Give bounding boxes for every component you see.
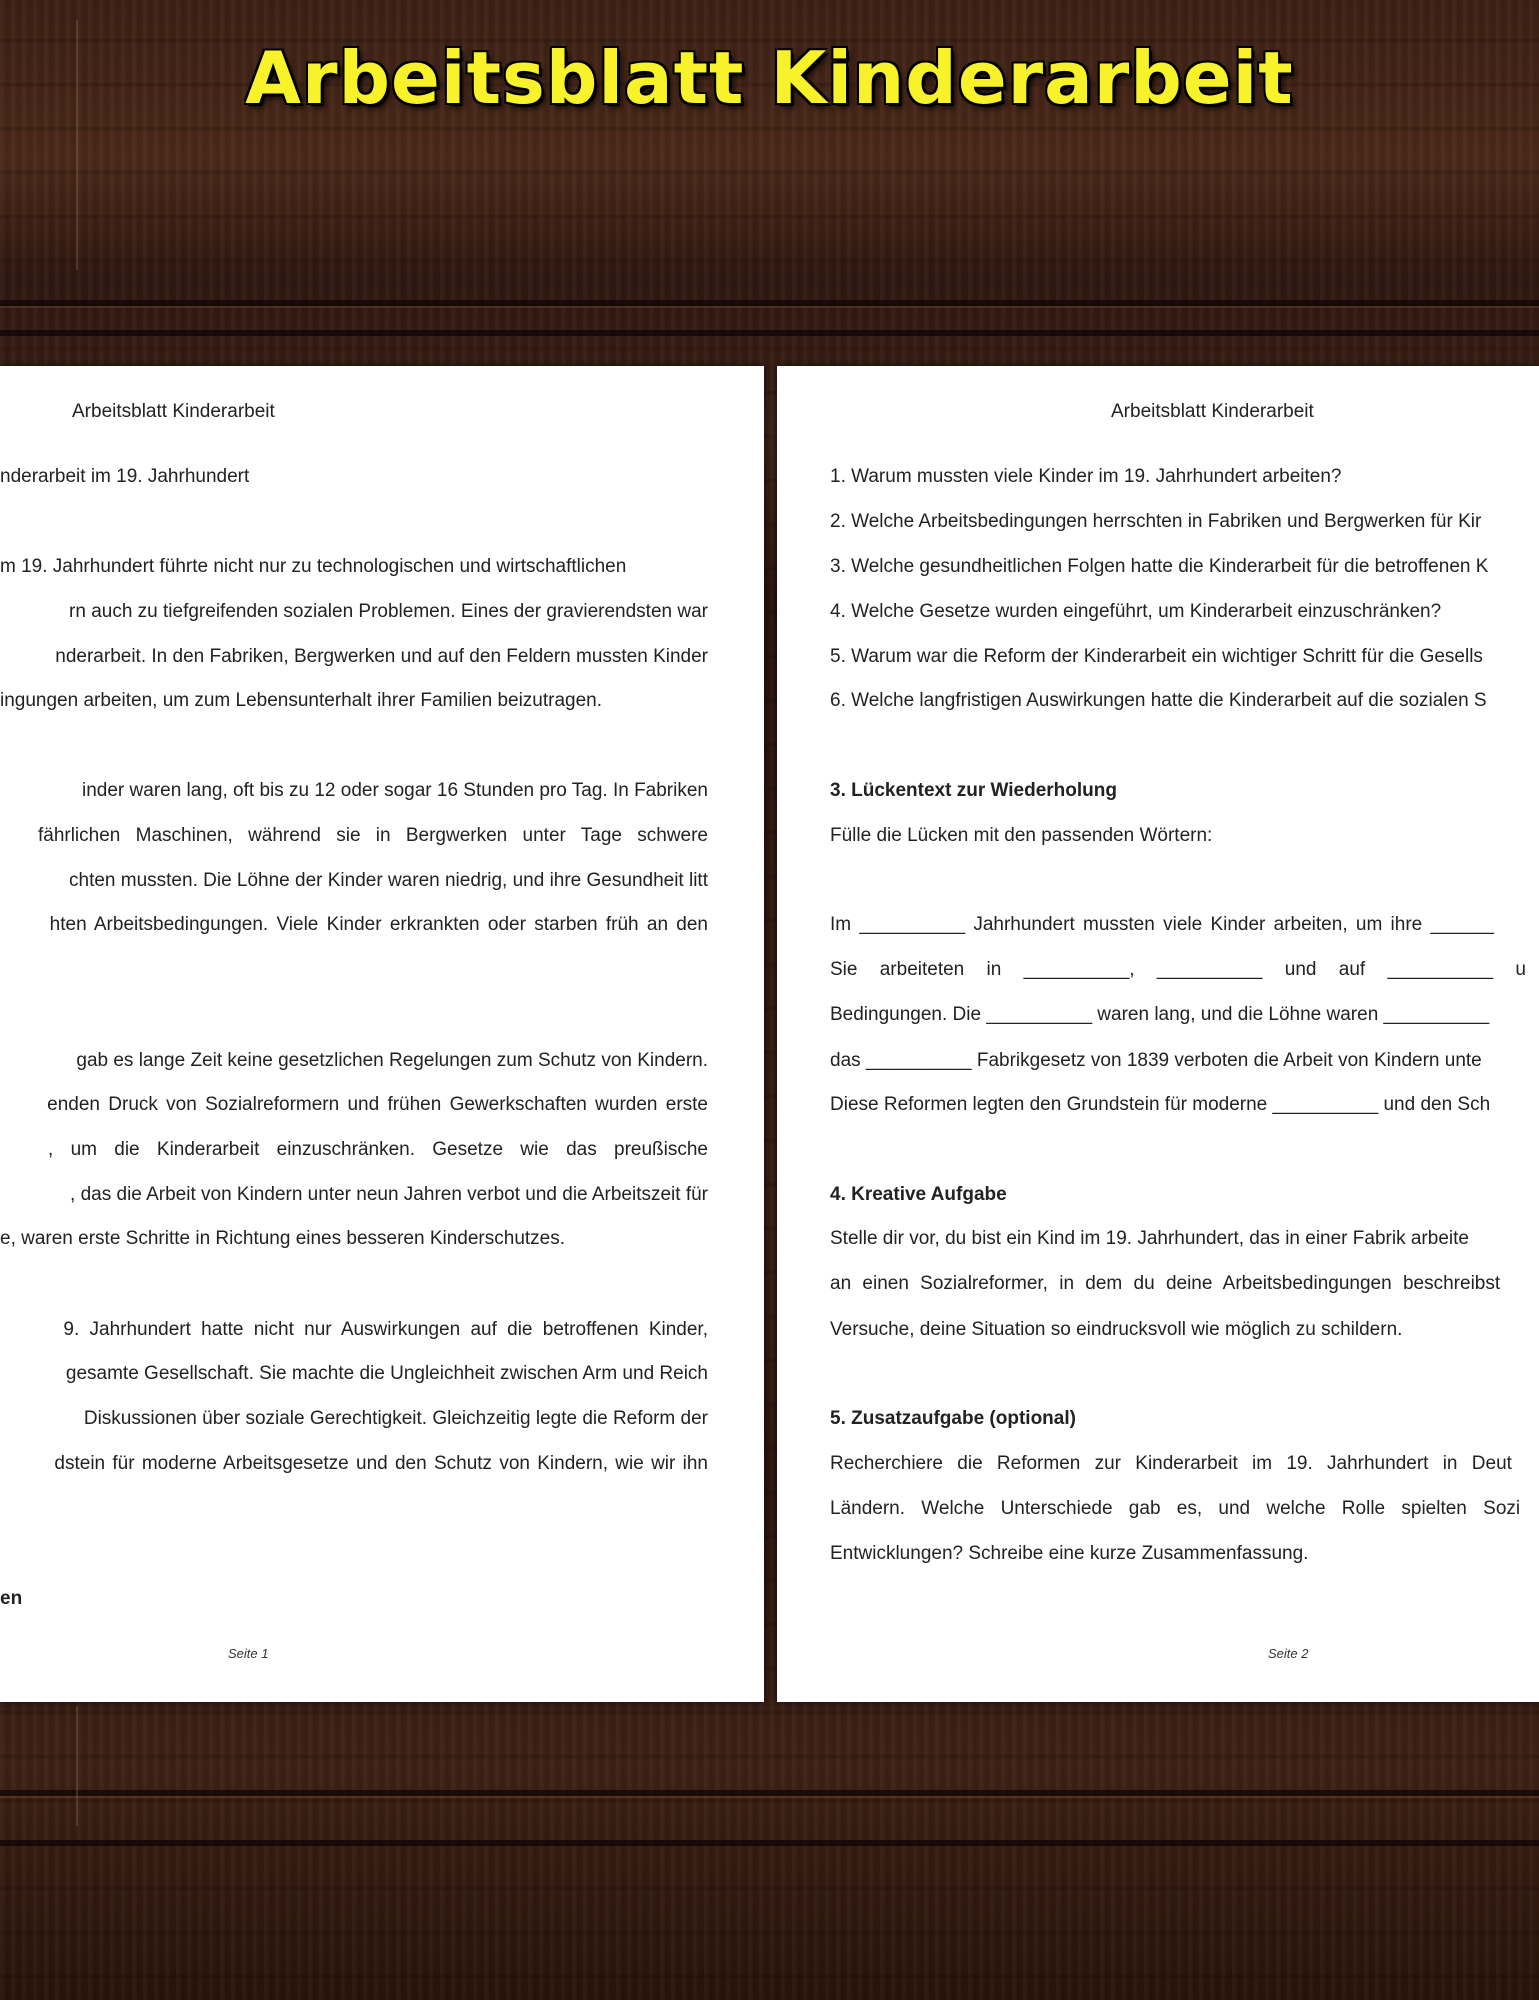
text-line: fährlichen Maschinen, während sie in Bergwerken unter Tage schwere <box>37 825 708 846</box>
text-line: rn auch zu tiefgreifenden sozialen Problemen. Eines der gravierendsten war <box>69 601 708 622</box>
banner-title: Arbeitsblatt Kinderarbeit <box>245 36 1294 120</box>
plank-seam <box>0 330 1539 336</box>
text-line: Versuche, deine Situation so eindrucksvoll wie möglich zu schildern. <box>830 1319 1403 1340</box>
plank-highlight <box>0 306 1539 308</box>
text-line: nderarbeit. In den Fabriken, Bergwerken und auf den Feldern mussten Kinder <box>55 646 708 667</box>
text-line: Stelle dir vor, du bist ein Kind im 19. Jahrhundert, das in einer Fabrik arbeite <box>830 1228 1469 1249</box>
page-number: Seite 1 <box>228 1646 269 1661</box>
section-heading: en <box>0 1588 23 1609</box>
section-title: nderarbeit im 19. Jahrhundert <box>0 466 250 487</box>
text-line: e, waren erste Schritte in Richtung eines besseren Kinderschutzes. <box>0 1228 566 1249</box>
question-item: 3. Welche gesundheitlichen Folgen hatte die Kinderarbeit für die betroffenen K <box>830 556 1489 577</box>
text-line: , um die Kinderarbeit einzuschränken. Gesetze wie das preußische <box>48 1139 708 1160</box>
text-line: Ländern. Welche Unterschiede gab es, und welche Rolle spielten Sozi <box>830 1498 1521 1519</box>
text-line: hten Arbeitsbedingungen. Viele Kinder erkrankten oder starben früh an den <box>49 914 708 935</box>
cloze-line: Diese Reformen legten den Grundstein für moderne __________ und den Sch <box>830 1094 1491 1115</box>
text-line: ingungen arbeiten, um zum Lebensunterhalt ihrer Familien beizutragen. <box>0 690 603 711</box>
text-line: Entwicklungen? Schreibe eine kurze Zusammenfassung. <box>830 1543 1309 1564</box>
question-item: 1. Warum mussten viele Kinder im 19. Jahrhundert arbeiten? <box>830 466 1342 487</box>
text-line: enden Druck von Sozialreformern und frühen Gewerkschaften wurden erste <box>47 1094 708 1115</box>
page-number: Seite 2 <box>1268 1646 1309 1661</box>
text-line: gesamte Gesellschaft. Sie machte die Ungleichheit zwischen Arm und Reich <box>65 1363 708 1384</box>
worksheet-page-1 <box>0 366 764 1702</box>
text-line <box>0 556 708 578</box>
text-line: an einen Sozialreformer, in dem du deine Arbeitsbedingungen beschreibst <box>830 1273 1501 1294</box>
text-line: inder waren lang, oft bis zu 12 oder sogar 16 Stunden pro Tag. In Fabriken <box>82 780 708 801</box>
section-heading: 3. Lückentext zur Wiederholung <box>830 780 1117 801</box>
text-line: 9. Jahrhundert hatte nicht nur Auswirkungen auf die betroffenen Kinder, <box>63 1319 708 1340</box>
text-line: chten mussten. Die Löhne der Kinder waren niedrig, und ihre Gesundheit litt <box>69 870 708 891</box>
plank-highlight <box>0 1796 1539 1798</box>
page-header: Arbeitsblatt Kinderarbeit <box>1111 401 1314 422</box>
section-heading: 5. Zusatzaufgabe (optional) <box>830 1408 1076 1429</box>
text-line: dstein für moderne Arbeitsgesetze und den Schutz von Kindern, wie wir ihn <box>54 1453 708 1474</box>
text-line: gab es lange Zeit keine gesetzlichen Regelungen zum Schutz von Kindern. <box>76 1050 708 1071</box>
cloze-line: Im __________ Jahrhundert mussten viele Kinder arbeiten, um ihre ______ <box>830 914 1494 935</box>
cloze-line: Bedingungen. Die __________ waren lang, und die Löhne waren __________ <box>830 1004 1490 1025</box>
question-item: 4. Welche Gesetze wurden eingeführt, um Kinderarbeit einzuschränken? <box>830 601 1442 622</box>
text-line: Recherchiere die Reformen zur Kinderarbeit im 19. Jahrhundert in Deut <box>830 1453 1512 1474</box>
worksheet-page-2 <box>777 366 1539 1702</box>
plank-seam <box>0 1840 1539 1846</box>
text-line: Diskussionen über soziale Gerechtigkeit. Gleichzeitig legte die Reform der <box>83 1408 708 1429</box>
cloze-line: das __________ Fabrikgesetz von 1839 verboten die Arbeit von Kindern unte <box>830 1050 1482 1071</box>
text-line: , das die Arbeit von Kindern unter neun Jahren verbot und die Arbeitszeit für <box>70 1184 708 1205</box>
question-item: 6. Welche langfristigen Auswirkungen hatte die Kinderarbeit auf die sozialen S <box>830 690 1487 711</box>
text-line-content: m 19. Jahrhundert führte nicht nur zu technologischen und wirtschaftlichen <box>0 556 627 577</box>
cloze-line: Sie arbeiteten in __________, __________ und auf __________ u <box>830 959 1526 980</box>
wood-streak <box>76 1706 78 1826</box>
instruction-text: Fülle die Lücken mit den passenden Wörtern: <box>830 825 1213 846</box>
question-item: 2. Welche Arbeitsbedingungen herrschten in Fabriken und Bergwerken für Kir <box>830 511 1482 532</box>
section-heading: 4. Kreative Aufgabe <box>830 1184 1007 1205</box>
page-header: Arbeitsblatt Kinderarbeit <box>72 401 275 422</box>
question-item: 5. Warum war die Reform der Kinderarbeit ein wichtiger Schritt für die Gesells <box>830 646 1483 667</box>
